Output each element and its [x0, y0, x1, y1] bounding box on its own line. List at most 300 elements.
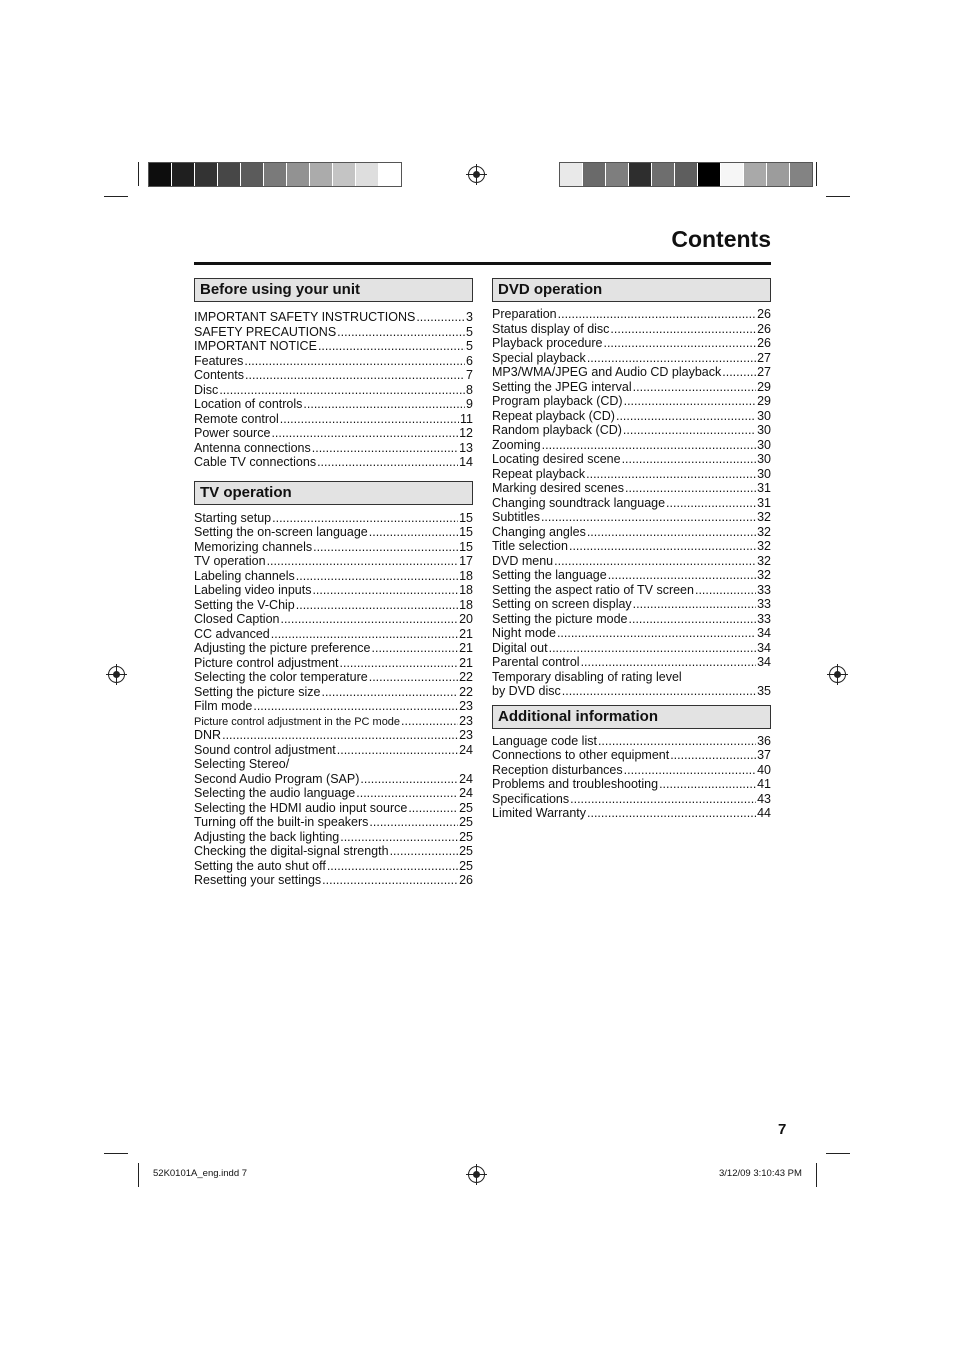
toc-entry-label: Cable TV connections [194, 455, 317, 469]
toc-entry-page: 43 [757, 791, 771, 806]
toc-entry [492, 568, 771, 583]
crop-mark [816, 1163, 817, 1187]
toc-leader-dots [570, 792, 756, 807]
toc-leader-dots [337, 325, 465, 340]
toc-entry-label: Setting the on-screen language [194, 525, 368, 539]
toc-entry-page: 33 [757, 582, 771, 597]
toc-entry-label: Location of controls [194, 397, 303, 411]
toc-leader-dots [317, 455, 458, 470]
toc-entry-page: 29 [757, 379, 771, 394]
toc-leader-dots [401, 714, 458, 729]
toc-entry-label: Setting on screen display [492, 597, 632, 611]
toc-leader-dots [356, 786, 458, 801]
toc-entry-page: 23 [459, 713, 473, 728]
toc-leader-dots [557, 626, 756, 641]
toc-entry-page: 32 [757, 524, 771, 539]
toc-entry-label: Program playback (CD) [492, 394, 623, 408]
toc-leader-dots [587, 525, 756, 540]
toc-entry-page: 25 [459, 815, 473, 829]
toc-entry [492, 423, 771, 438]
toc-entry [194, 412, 473, 427]
toc-entry [194, 801, 473, 816]
toc-leader-dots [327, 859, 458, 874]
toc-leader-dots [313, 540, 458, 555]
toc-entry-label: Sound control adjustment [194, 742, 336, 757]
toc-entry [492, 380, 771, 395]
toc-entry [194, 728, 473, 743]
toc-entry [492, 670, 771, 685]
toc-leader-dots [659, 777, 756, 792]
toc-entry-page: 15 [459, 525, 473, 539]
toc-leader-dots [245, 368, 465, 383]
toc-entry-label: Subtitles [492, 510, 540, 524]
toc-leader-dots [610, 322, 756, 337]
toc-leader-dots [337, 743, 458, 758]
toc-leader-dots [587, 351, 756, 366]
toc-leader-dots [562, 684, 756, 699]
toc-leader-dots [271, 627, 458, 642]
toc-entry [194, 815, 473, 830]
toc-entry-page: 21 [459, 641, 473, 655]
toc-entry-page: 12 [459, 426, 473, 440]
toc-entry-label: Selecting the HDMI audio input source [194, 800, 408, 815]
toc-entry-page: 24 [459, 786, 473, 800]
toc-entry-page: 26 [757, 321, 771, 336]
toc-entry-page: 31 [757, 495, 771, 510]
toc-entry-page: 30 [757, 423, 771, 437]
toc-leader-dots [272, 511, 458, 526]
toc-entry [194, 525, 473, 540]
crop-mark [816, 162, 817, 186]
toc-leader-dots [569, 539, 756, 554]
toc-leader-dots [390, 844, 459, 859]
toc-entry-label: DVD menu [492, 553, 554, 568]
toc-entry [194, 699, 473, 714]
toc-entry-page: 30 [757, 466, 771, 481]
color-swatch [629, 163, 652, 186]
toc-entry [194, 627, 473, 642]
toc-leader-dots [340, 656, 459, 671]
toc-entry-page: 27 [757, 365, 771, 379]
toc-entry [194, 426, 473, 441]
toc-entry-label: Memorizing channels [194, 539, 313, 554]
toc-entry-page: 22 [459, 684, 473, 699]
toc-entry-label: Reception disturbances [492, 762, 623, 777]
toc-entry-label: Features [194, 353, 244, 368]
toc-entry-page: 25 [459, 829, 473, 844]
toc-entry-label: Labeling channels [194, 568, 295, 583]
toc-leader-dots [622, 452, 757, 467]
toc-leader-dots [670, 748, 756, 763]
color-swatch [195, 163, 218, 186]
toc-entry-page: 40 [757, 762, 771, 777]
crop-mark [138, 162, 139, 186]
toc-entry-label: DNR [194, 728, 222, 742]
color-swatch [149, 163, 172, 186]
toc-entry-label: Remote control [194, 411, 279, 426]
toc-leader-dots [542, 438, 756, 453]
toc-entry-page: 27 [757, 350, 771, 365]
crop-mark [138, 1163, 139, 1187]
toc-entry-page: 21 [459, 655, 473, 670]
toc-entry-page: 34 [757, 655, 771, 669]
toc-entry [194, 339, 473, 354]
color-bar-right [559, 162, 813, 187]
page-title: Contents [671, 226, 771, 252]
color-swatch [652, 163, 675, 186]
toc-entry [492, 806, 771, 821]
toc-entry-page: 5 [466, 324, 473, 339]
registration-mark-icon [468, 1166, 485, 1183]
color-swatch [287, 163, 310, 186]
toc-entry [492, 597, 771, 612]
toc-leader-dots [586, 467, 756, 482]
toc-entry-label: CC advanced [194, 626, 270, 641]
toc-entry-label: Setting the aspect ratio of TV screen [492, 582, 694, 597]
toc-entry [492, 734, 771, 749]
toc-entry-label: Marking desired scenes [492, 481, 625, 495]
contents-column-right [492, 278, 771, 821]
toc-leader-dots [322, 873, 458, 888]
toc-entry-page: 32 [757, 553, 771, 568]
registration-mark-icon [829, 666, 846, 683]
toc-leader-dots [633, 597, 756, 612]
toc-leader-dots [666, 496, 756, 511]
toc-leader-dots [369, 525, 458, 540]
toc-entry [492, 336, 771, 351]
toc-leader-dots [303, 397, 465, 412]
toc-entry-label: Selecting Stereo/ [194, 757, 290, 771]
toc-entry [492, 351, 771, 366]
toc-leader-dots [408, 801, 458, 816]
toc-entry [194, 714, 473, 729]
toc-entry-label: Limited Warranty [492, 806, 587, 820]
toc-entry-label: Labeling video inputs [194, 583, 312, 597]
toc-entry-label: Preparation [492, 307, 557, 321]
section-heading-dvd-operation: DVD operation [492, 278, 771, 302]
color-swatch [698, 163, 721, 186]
toc-leader-dots [624, 394, 757, 409]
toc-entry-label: Digital out [492, 640, 548, 655]
color-swatch [560, 163, 583, 186]
toc-entry-page: 30 [757, 437, 771, 452]
toc-entry-page: 30 [757, 452, 771, 466]
toc-leader-dots [416, 310, 465, 325]
toc-leader-dots [280, 412, 459, 427]
toc-entry-page: 18 [459, 597, 473, 612]
toc-entry-label: Setting the V-Chip [194, 597, 295, 612]
toc-leader-dots [695, 583, 756, 598]
toc-entry-page: 25 [459, 844, 473, 858]
toc-leader-dots [558, 307, 756, 322]
toc-entry [194, 757, 473, 772]
toc-entry [492, 496, 771, 511]
toc-leader-dots [369, 815, 458, 830]
color-swatch [721, 163, 744, 186]
toc-entry-label: Adjusting the back lighting [194, 829, 340, 844]
toc-entry-label: Special playback [492, 350, 586, 365]
toc-entry-page: 26 [757, 307, 771, 321]
registration-mark-icon [468, 166, 485, 183]
toc-entry-label: Second Audio Program (SAP) [194, 771, 360, 786]
color-swatch [379, 163, 401, 186]
toc-leader-dots [608, 568, 756, 583]
toc-entry-label: Setting the auto shut off [194, 858, 326, 873]
toc-entry-label: Film mode [194, 699, 253, 713]
toc-entry-label: TV operation [194, 554, 266, 568]
toc-entry [492, 539, 771, 554]
toc-entry-page: 9 [466, 397, 473, 411]
toc-entry-page: 32 [757, 539, 771, 553]
toc-entry [194, 325, 473, 340]
toc-entry [194, 511, 473, 526]
toc-entry-page: 14 [459, 455, 473, 469]
toc-entry [492, 792, 771, 807]
toc-entry [194, 598, 473, 613]
toc-leader-dots [369, 670, 458, 685]
color-swatch [333, 163, 356, 186]
toc-entry-page: 24 [459, 742, 473, 757]
toc-entry-label: Changing soundtrack language [492, 495, 666, 510]
toc-leader-dots [340, 830, 458, 845]
color-swatch [356, 163, 379, 186]
toc-entry [492, 409, 771, 424]
toc-entry [492, 525, 771, 540]
toc-entry-label: Power source [194, 426, 271, 440]
toc-leader-dots [321, 685, 458, 700]
toc-entry-page: 36 [757, 733, 771, 748]
title-rule [194, 262, 771, 265]
toc-entry [492, 684, 771, 699]
toc-entry-page: 11 [460, 411, 473, 426]
toc-entry [492, 612, 771, 627]
toc-entry [194, 540, 473, 555]
toc-leader-dots [541, 510, 756, 525]
toc-entry-page: 29 [757, 394, 771, 408]
toc-leader-dots [554, 554, 756, 569]
toc-leader-dots [360, 772, 458, 787]
toc-leader-dots [616, 409, 756, 424]
toc-entry-page: 33 [757, 597, 771, 611]
toc-entry-page: 17 [459, 554, 473, 568]
toc-entry-page: 34 [757, 640, 771, 655]
toc-entry [194, 830, 473, 845]
toc-entry [194, 569, 473, 584]
toc-entry-page: 15 [459, 539, 473, 554]
toc-entry [492, 626, 771, 641]
crop-mark [104, 1153, 128, 1154]
toc-entry [194, 368, 473, 383]
toc-entry [194, 455, 473, 470]
toc-leader-dots [581, 655, 757, 670]
toc-entry-label: by DVD disc [492, 684, 561, 698]
toc-leader-dots [372, 641, 459, 656]
toc-entry-page: 30 [757, 408, 771, 423]
toc-entry-label: Locating desired scene [492, 452, 621, 466]
toc-entry-label: Setting the picture size [194, 684, 321, 699]
toc-leader-dots [222, 728, 458, 743]
toc-entry-page: 37 [757, 748, 771, 762]
toc-entry-label: Selecting the color temperature [194, 670, 368, 684]
toc-entry-label: Status display of disc [492, 321, 610, 336]
toc-entry-page: 35 [757, 684, 771, 698]
toc-entry-label: Setting the language [492, 568, 607, 582]
toc-entry-label: Setting the JPEG interval [492, 379, 632, 394]
toc-entry-page: 18 [459, 583, 473, 597]
toc-entry [194, 873, 473, 888]
color-swatch [790, 163, 812, 186]
color-swatch [583, 163, 606, 186]
toc-leader-dots [253, 699, 458, 714]
toc-leader-dots [598, 734, 756, 749]
toc-entry-page: 34 [757, 626, 771, 640]
color-swatch [310, 163, 333, 186]
toc-entry-page: 13 [459, 440, 473, 455]
toc-entry [492, 322, 771, 337]
toc-entry-page: 25 [459, 858, 473, 873]
toc-entry [492, 763, 771, 778]
toc-entry-label: Checking the digital-signal strength [194, 844, 389, 858]
toc-entry-label: Selecting the audio language [194, 786, 356, 800]
toc-entry-label: Starting setup [194, 510, 272, 525]
toc-entry [194, 310, 473, 325]
toc-entry [194, 612, 473, 627]
toc-entry-label: Random playback (CD) [492, 423, 622, 437]
toc-entry [194, 641, 473, 656]
toc-leader-dots [625, 481, 756, 496]
toc-entry-page: 31 [757, 481, 771, 495]
toc-entry-page: 6 [466, 353, 473, 368]
toc-entry [492, 307, 771, 322]
toc-entry-page: 21 [459, 626, 473, 641]
toc-entry-page: 44 [757, 806, 771, 820]
toc-list-before-using [194, 310, 473, 470]
toc-leader-dots [603, 336, 756, 351]
contents-column-left [194, 278, 473, 888]
section-heading-before-using: Before using your unit [194, 278, 473, 302]
section-heading-additional-info: Additional information [492, 705, 771, 729]
toc-leader-dots [219, 383, 465, 398]
toc-entry-page: 33 [757, 611, 771, 626]
toc-leader-dots [280, 612, 458, 627]
color-swatch [264, 163, 287, 186]
toc-entry [492, 394, 771, 409]
color-swatch [241, 163, 264, 186]
toc-entry-label: Resetting your settings [194, 873, 322, 887]
toc-entry-label: Closed Caption [194, 612, 280, 626]
toc-entry-label: Connections to other equipment [492, 748, 670, 762]
color-bar-left [148, 162, 402, 187]
toc-leader-dots [318, 339, 465, 354]
crop-mark [104, 196, 128, 197]
toc-entry [194, 743, 473, 758]
section-heading-tv-operation: TV operation [194, 481, 473, 505]
toc-list-dvd-operation [492, 307, 771, 699]
toc-entry [492, 655, 771, 670]
toc-entry [194, 583, 473, 598]
toc-list-tv-operation [194, 511, 473, 888]
toc-entry-label: Disc [194, 382, 219, 397]
toc-leader-dots [623, 423, 756, 438]
toc-leader-dots [296, 598, 458, 613]
toc-entry-label: MP3/WMA/JPEG and Audio CD playback [492, 365, 722, 379]
toc-entry [194, 656, 473, 671]
toc-entry-label: Language code list [492, 733, 597, 748]
toc-entry-label: Turning off the built-in speakers [194, 815, 369, 829]
toc-entry-page: 32 [757, 568, 771, 582]
toc-entry [492, 467, 771, 482]
registration-mark-icon [108, 666, 125, 683]
toc-entry-page: 15 [459, 510, 473, 525]
toc-entry [194, 441, 473, 456]
color-swatch [218, 163, 241, 186]
toc-entry-label: Night mode [492, 626, 556, 640]
toc-entry [492, 583, 771, 598]
toc-entry-label: Setting the picture mode [492, 611, 628, 626]
toc-entry [194, 354, 473, 369]
toc-entry [194, 554, 473, 569]
toc-entry-page: 41 [757, 777, 771, 791]
toc-entry-label: Parental control [492, 655, 580, 669]
toc-entry-page: 22 [459, 670, 473, 684]
toc-entry-label: SAFETY PRECAUTIONS [194, 324, 337, 339]
toc-entry-page: 20 [459, 612, 473, 626]
toc-leader-dots [633, 380, 756, 395]
toc-entry [492, 510, 771, 525]
toc-entry [194, 786, 473, 801]
toc-leader-dots [267, 554, 459, 569]
toc-entry-page: 5 [466, 339, 473, 353]
toc-entry-label: Changing angles [492, 524, 586, 539]
toc-entry [194, 685, 473, 700]
toc-entry-label: Repeat playback [492, 466, 586, 481]
toc-entry-label: Specifications [492, 791, 570, 806]
toc-entry [194, 844, 473, 859]
toc-entry-label: Picture control adjustment [194, 655, 339, 670]
toc-entry-label: Adjusting the picture preference [194, 641, 371, 655]
toc-entry-label: Zooming [492, 437, 541, 452]
toc-entry-page: 23 [459, 728, 473, 742]
toc-entry [492, 365, 771, 380]
toc-entry-page: 32 [757, 510, 771, 524]
toc-entry-label: Repeat playback (CD) [492, 408, 615, 423]
toc-entry-page: 3 [466, 310, 473, 324]
toc-entry-label: Problems and troubleshooting [492, 777, 659, 791]
toc-entry [194, 383, 473, 398]
toc-entry-label: Playback procedure [492, 336, 603, 350]
toc-entry-label: Title selection [492, 539, 568, 553]
toc-entry-label: Temporary disabling of rating level [492, 669, 682, 684]
toc-leader-dots [722, 365, 756, 380]
toc-entry [194, 859, 473, 874]
toc-entry-label: Antenna connections [194, 440, 311, 455]
crop-mark [826, 1153, 850, 1154]
toc-leader-dots [296, 569, 458, 584]
color-swatch [172, 163, 195, 186]
toc-leader-dots [629, 612, 757, 627]
color-swatch [744, 163, 767, 186]
color-swatch [606, 163, 629, 186]
toc-entry [492, 641, 771, 656]
toc-leader-dots [244, 354, 465, 369]
toc-leader-dots [312, 583, 458, 598]
toc-entry-page: 8 [466, 382, 473, 397]
toc-leader-dots [312, 441, 458, 456]
toc-entry [492, 748, 771, 763]
toc-entry-label: IMPORTANT SAFETY INSTRUCTIONS [194, 310, 416, 324]
toc-entry-page: 24 [459, 771, 473, 786]
toc-entry [194, 397, 473, 412]
